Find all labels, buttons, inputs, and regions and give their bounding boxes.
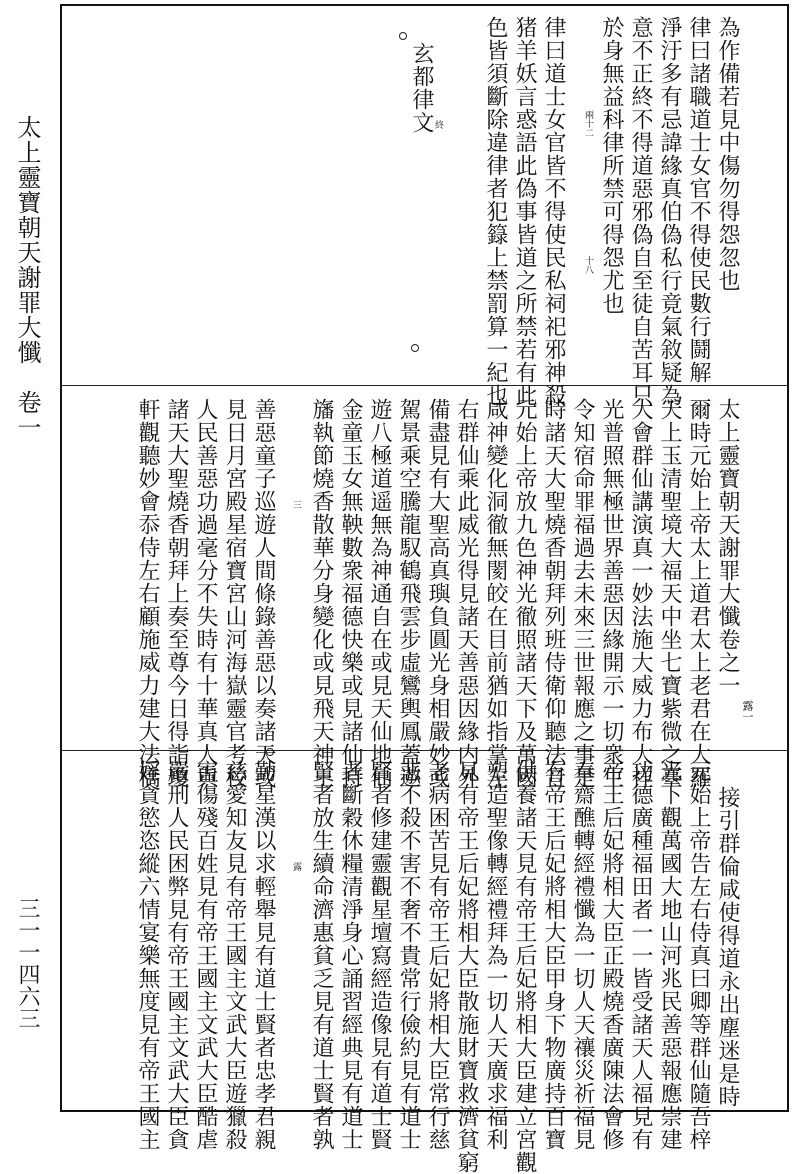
text-column: 嚴刑人民困弊見有帝王國主文武大臣貪 [164,760,189,1151]
text-column: 於身無益科律所禁可得怨尤也 [599,16,624,315]
text-column: 人民善惡功過毫分不失時有十華真人與 [193,398,218,789]
text-column: 律曰道士女官皆不得使民私祠祀邪神殺 [541,16,566,407]
margin-mark: 露 [291,862,301,871]
text-column: 接引群倫咸使得道永出塵迷是時 [715,786,740,1108]
text-column: 右群仙乘此威光得見諸天善惡因緣内外 [454,398,479,789]
text-column: 賢者修建靈觀星壇寫經造像見有道士賢 [367,760,392,1151]
text-column: 悲不殺不害不奢不貴常行儉約見有道士 [396,760,421,1151]
text-column: 慈愛知友見有帝王國主文武大臣遊獵殺 [222,760,247,1151]
text-column: 天上玉清聖境大福天中坐七寶紫微之臺 [657,398,682,789]
margin-title: 太上靈寶朝天謝罪大懺 卷一 [13,114,41,440]
text-column: 有帝王后妃將相大臣甲身下物廣持百寶 [541,760,566,1151]
text-column: 軒觀聽妙會忝侍左右顧施威力建大法橋 [135,398,160,789]
text-column: 光下觀萬國大地山河兆民善惡報應崇建 [657,760,682,1151]
text-column: 大會群仙講演真一妙法施大威力布大祥 [628,398,653,789]
text-column: 善惡童子巡遊人間條錄善惡以奏諸天或 [251,398,276,789]
text-column: 見有帝王后妃將相大臣散施財寶救濟貧窮 [454,760,479,1174]
text-column: 備盡見有大聖高真璵負圓光身相嚴妙或 [425,398,450,789]
text-column: 色皆須斷除違律者犯籙上禁罰算一紀也 [483,16,508,407]
text-column: 元始上帝告左右侍真曰卿等群仙隨吾梓 [686,760,711,1151]
text-column: 賢者放生續命濟惠貧乏見有道士賢者孰 [309,760,334,1151]
text-column: 令知宿命罪福過去未來三世報應之事是 [570,398,595,789]
text-column: 元始上帝放九色神光徹照諸天下及萬國 [512,398,537,789]
text-column: 咸神變化洞徹無閡皎在目前猶如指掌左 [483,398,508,789]
margin-mark: 露一 [741,700,754,722]
text-column: 駕景乘空騰龍馭鶴飛雲步虛鸞輿鳳蓋遨 [396,398,421,789]
text-column: 塑造聖像轉經禮拜為一切人天廣求福利 [483,760,508,1151]
text-column: 爾時元始上帝太上道君太上老君在大羅 [686,398,711,789]
margin-page-number: 三一一四六三 [15,897,40,1029]
text-column: 害傷殘百姓見有帝王國主文武大臣酷虐 [193,760,218,1151]
margin-mark: 三 [291,500,301,509]
text-column: 婬貪慾恣縱六情宴樂無度見有帝王國主 [135,760,160,1151]
margin-mark: 終 [433,120,443,129]
text-column: 意不正終不得道惡邪偽自至徒自苦耳只 [628,16,653,407]
text-column: 勤星漢以求輕舉見有道士賢者忠孝君親 [251,760,276,1151]
text-column: 旛執節燒香散華分身變化或見飛天神王 [309,398,334,789]
circle-mark [399,32,407,40]
text-column: 者斷穀休糧清淨身心誦習經典見有道士 [338,760,363,1151]
margin-mark: 十八 [583,256,593,274]
text-column: 猪羊妖言惑語此偽事皆道之所禁若有此 [512,16,537,407]
margin-mark: 兩十二 [583,110,593,137]
text-column: 見日月宮殿星宿寶宮山河海嶽靈官考校 [222,398,247,789]
text-column: 遊八極道遥無為神通自在或見天仙地仙 [367,398,392,789]
text-column: 功德廣種福田者一一皆受諸天人福見有 [628,760,653,1151]
circle-mark [266,748,274,756]
text-column: 律曰諸職道士女官不得使民數行鬪解 [686,16,711,384]
text-column: 玄都律文 [409,42,434,134]
text-column: 太上靈寶朝天謝罪大懺卷之一 [715,398,740,697]
text-column: 金童玉女無鞅數衆福德快樂或見諸仙持 [338,398,363,789]
text-column: 供養諸天見有帝王后妃將相大臣建立宮觀 [512,760,537,1174]
text-column: 帝王后妃將相大臣正殿燒香廣陳法會修 [599,760,624,1151]
circle-mark [411,344,419,352]
text-column: 時諸天大聖燒香朝拜列班侍衛仰聽法音 [541,398,566,789]
text-column: 淨汙多有忌諱緣真伯偽私行竟氣敘疑為 [657,16,682,407]
text-column: 老病困苦見有帝王后妃將相大臣常行慈 [425,760,450,1151]
text-column: 奉齋醮轉經禮懺為一切人天禳災祈福見 [570,760,595,1151]
text-column: 諸天大聖燒香朝拜上奏至尊今日得詣瓊 [164,398,189,789]
text-column: 為作備若見中傷勿得怨忽也 [715,16,740,292]
text-column: 光普照無極世界善惡因緣開示一切衆生 [599,398,624,789]
